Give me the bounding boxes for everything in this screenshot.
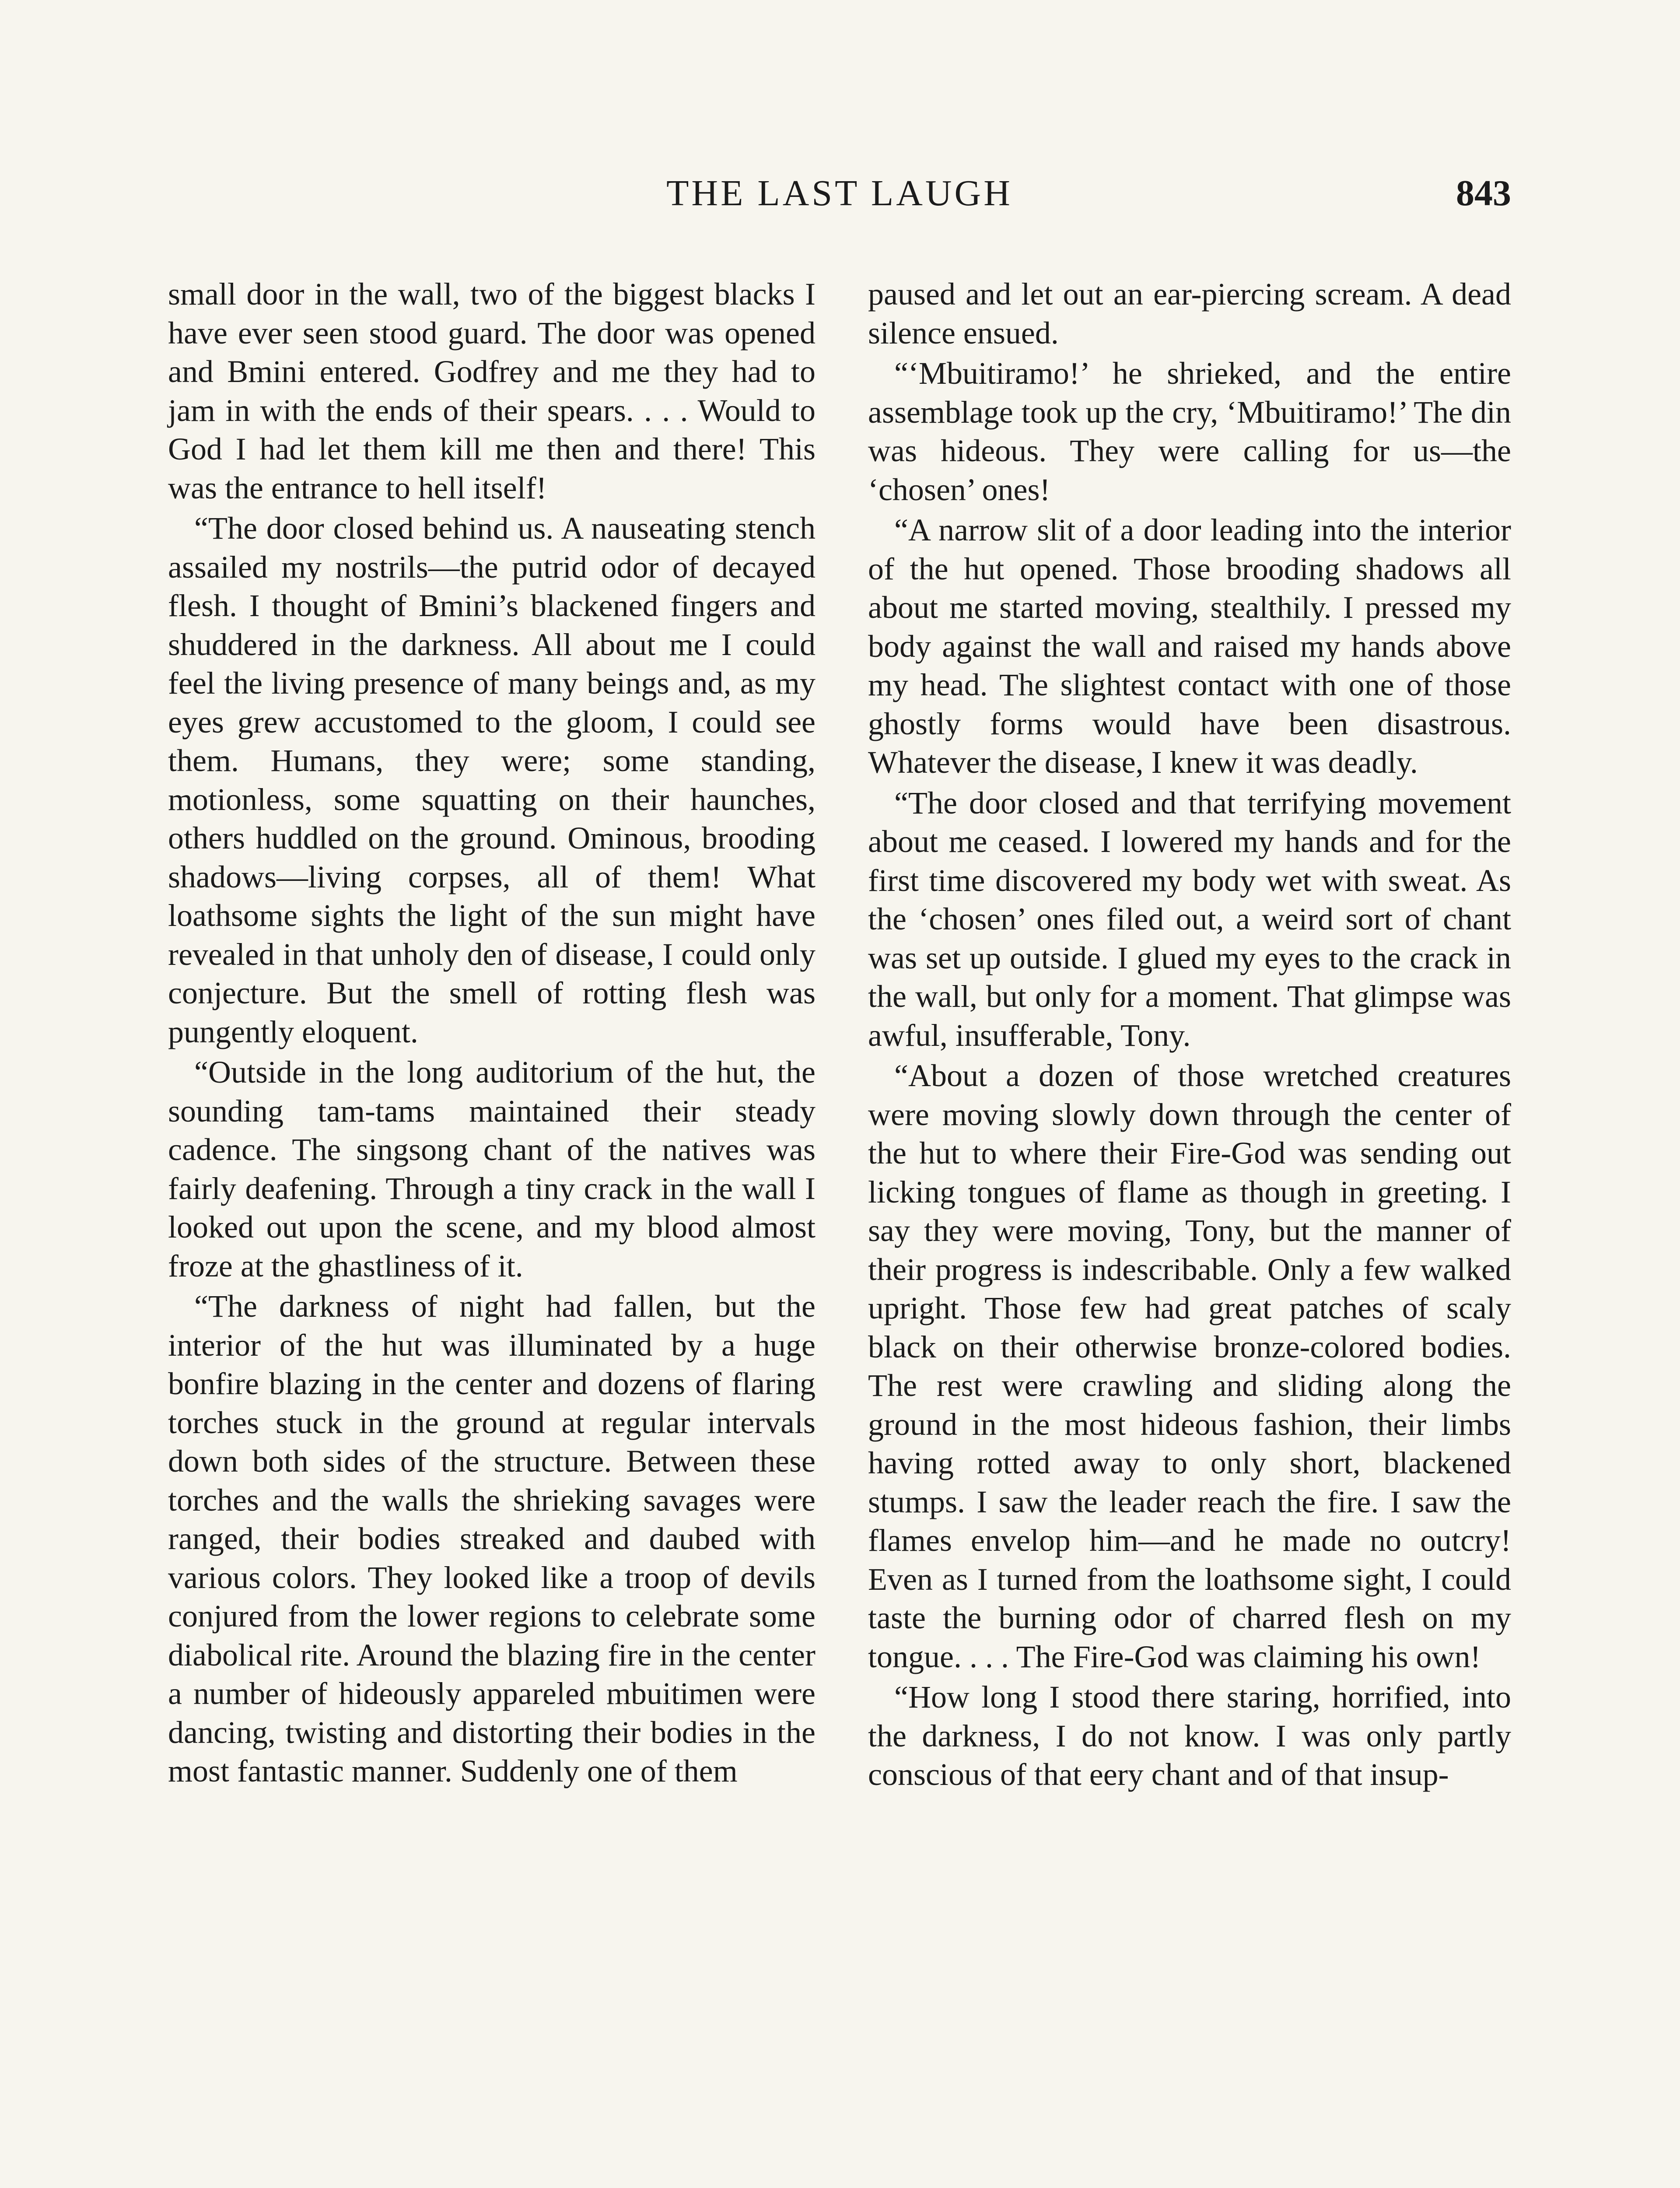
paragraph: “The door closed behind us. A nauseating stench assailed my nostrils—the putrid odor of decayed flesh. I thought of Bmini’s blackened fingers and shuddered in the darkness. All about me I could feel the living presence of many beings and, as my eyes grew accustomed to the gloom, I could see them. Humans, they were; some standing, motionless, some squatting on their haunches, others huddled on the ground. Ominous, brooding shadows—living corpses, all of them! What loathsome sights the light of the sun might have revealed in that unholy den of disease, I could only conjecture. But the smell of rotting flesh was pungently eloquent. xyxy=(168,511,816,1049)
paragraph: “About a dozen of those wretched creatures were moving slowly down through the center of the hut to where their Fire-God was sending out licking tongues of flame as though in greeting. I say they were moving, Tony, but the manner of their progress is indescribable. Only a few walked upright. Those few had great patches of scaly black on their otherwise bronze-colored bodies. The rest were crawling and sliding along the ground in the most hideous fashion, their limbs having rotted away to only short, blackened stumps. I saw the leader reach the fire. I saw the flames envelop him—and he made no outcry! Even as I turned from the loathsome sight, I could taste the burning odor of charred flesh on my tongue. . . . The Fire-God was claiming his own! xyxy=(868,1058,1511,1674)
paragraph: “The door closed and that terrifying movement about me ceased. I lowered my hands and for the first time discovered my body wet with sweat. As the ‘chosen’ ones filed out, a weird sort of chant was set up outside. I glued my eyes to the crack in the wall, but only for a moment. That glimpse was awful, insufferable, Tony. xyxy=(868,785,1511,1053)
paragraph: “How long I stood there staring, horrified, into the darkness, I do not know. I was only partly conscious of that eery chant and of that insup- xyxy=(868,1680,1511,1792)
running-title: THE LAST LAUGH xyxy=(666,173,1013,214)
paragraph: “‘Mbuitiramo!’ he shrieked, and the entire assemblage took up the cry, ‘Mbuitiramo!’ The din was hideous. They were calling for us—the ‘chosen’ ones! xyxy=(868,356,1511,507)
paragraph: “The darkness of night had fallen, but the interior of the hut was illuminated by a huge bonfire blazing in the center and dozens of flaring torches stuck in the ground at regular intervals down both sides of the structure. Between these torches and the walls the shrieking savages were ranged, their bodies streaked and daubed with various colors. They looked like a troop of devils conjured from the lower regions to celebrate some diabolical rite. Around the blazing fire in the center a number of hideously appareled mbuitimen were dancing, twisting and distorting their bodies in the most fantastic manner. Suddenly one of them xyxy=(168,1289,816,1788)
left-column xyxy=(168,275,816,1791)
paragraph: “A narrow slit of a door leading into the interior of the hut opened. Those brooding shadows all about me started moving, stealthily. I pressed my body against the wall and raised my hands above my head. The slightest contact with one of those ghostly forms would have been disastrous. Whatever the disease, I knew it was deadly. xyxy=(868,512,1511,780)
paragraph: “Outside in the long auditorium of the hut, the sounding tam-tams maintained their steady cadence. The singsong chant of the natives was fairly deafening. Through a tiny crack in the wall I looked out upon the scene, and my blood almost froze at the ghastliness of it. xyxy=(168,1055,816,1283)
right-column xyxy=(868,275,1511,1794)
paragraph: paused and let out an ear-piercing scream. A dead silence ensued. xyxy=(868,277,1511,351)
page-number: 843 xyxy=(1456,173,1511,214)
paragraph: small door in the wall, two of the biggest blacks I have ever seen stood guard. The door was opened and Bmini entered. Godfrey and me they had to jam in with the ends of their spears. . . . Would to God I had let them kill me then and there! This was the entrance to hell itself! xyxy=(168,277,816,505)
running-head xyxy=(168,172,1511,215)
